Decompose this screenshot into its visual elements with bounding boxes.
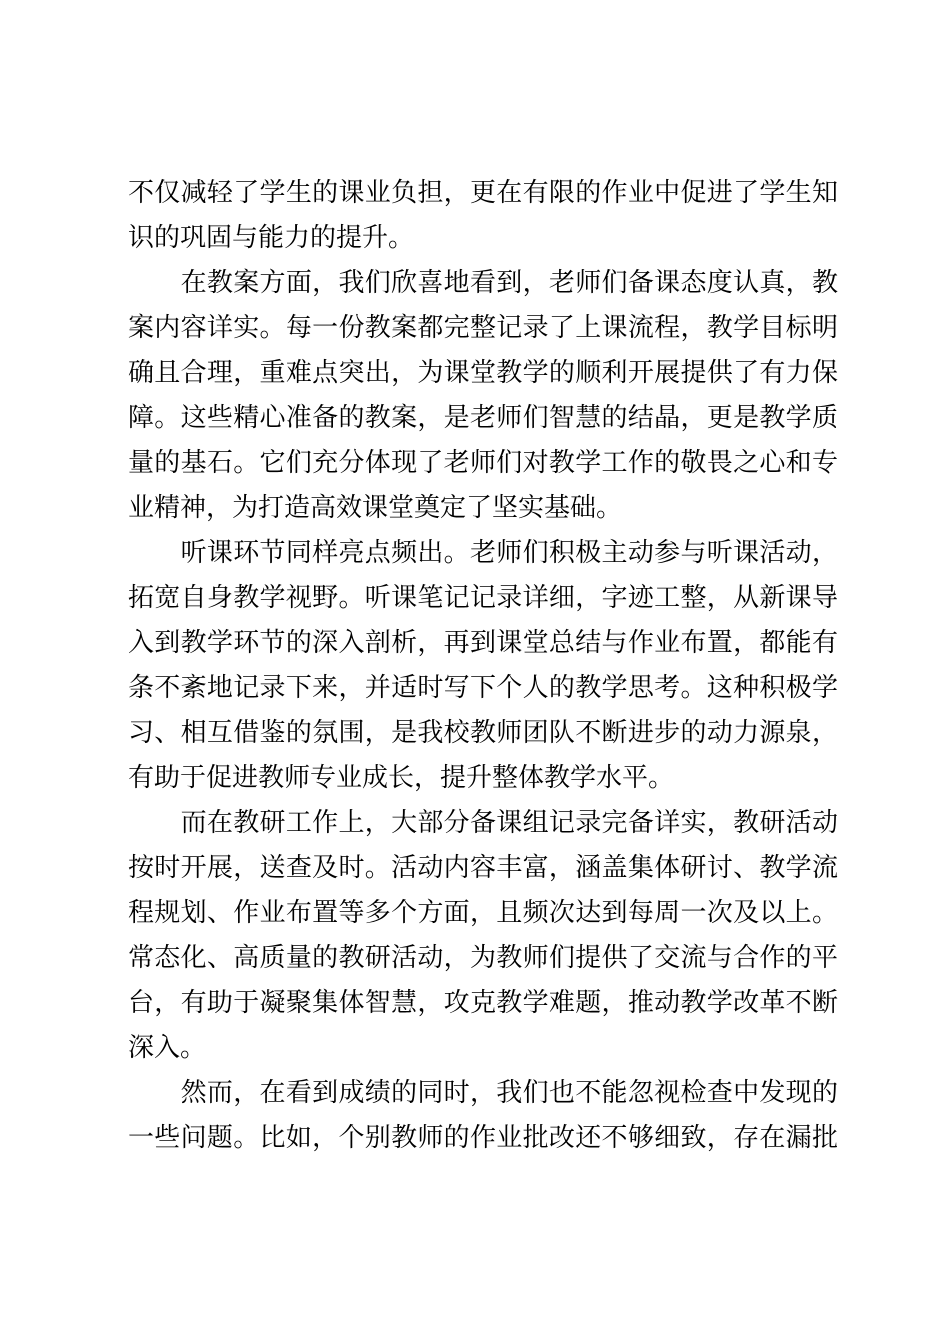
text-line: 入到教学环节的深入剖析，再到课堂总结与作业布置，都能有 — [128, 628, 838, 658]
text-line: 听课环节同样亮点频出。老师们积极主动参与听课活动， — [128, 538, 838, 568]
text-line: 条不紊地记录下来，并适时写下个人的教学思考。这种积极学 — [128, 673, 838, 703]
text-line: 一些问题。比如，个别教师的作业批改还不够细致，存在漏批 — [128, 1123, 838, 1153]
text-line: 业精神，为打造高效课堂奠定了坚实基础。 — [128, 493, 623, 523]
text-line: 而在教研工作上，大部分备课组记录完备详实，教研活动 — [128, 808, 838, 838]
text-line: 习、相互借鉴的氛围，是我校教师团队不断进步的动力源泉， — [128, 718, 838, 748]
text-line: 常态化、高质量的教研活动，为教师们提供了交流与合作的平 — [128, 943, 838, 973]
text-line: 在教案方面，我们欣喜地看到，老师们备课态度认真，教 — [128, 268, 838, 298]
text-line: 有助于促进教师专业成长，提升整体教学水平。 — [128, 763, 675, 793]
text-line: 程规划、作业布置等多个方面，且频次达到每周一次及以上。 — [128, 898, 838, 928]
text-line: 确且合理，重难点突出，为课堂教学的顺利开展提供了有力保 — [128, 358, 838, 388]
text-line: 按时开展，送查及时。活动内容丰富，涵盖集体研讨、教学流 — [128, 853, 838, 883]
text-line: 障。这些精心准备的教案，是老师们智慧的结晶，更是教学质 — [128, 403, 838, 433]
text-line: 识的巩固与能力的提升。 — [128, 223, 415, 253]
text-line: 深入。 — [128, 1033, 207, 1063]
text-line: 拓宽自身教学视野。听课笔记记录详细，字迹工整，从新课导 — [128, 583, 838, 613]
text-line: 案内容详实。每一份教案都完整记录了上课流程，教学目标明 — [128, 313, 838, 343]
text-line: 然而，在看到成绩的同时，我们也不能忽视检查中发现的 — [128, 1078, 838, 1108]
text-line: 台，有助于凝聚集体智慧，攻克教学难题，推动教学改革不断 — [128, 988, 838, 1018]
body-text — [128, 171, 838, 1161]
text-line: 不仅减轻了学生的课业负担，更在有限的作业中促进了学生知 — [128, 178, 838, 208]
text-line: 量的基石。它们充分体现了老师们对教学工作的敬畏之心和专 — [128, 448, 838, 478]
